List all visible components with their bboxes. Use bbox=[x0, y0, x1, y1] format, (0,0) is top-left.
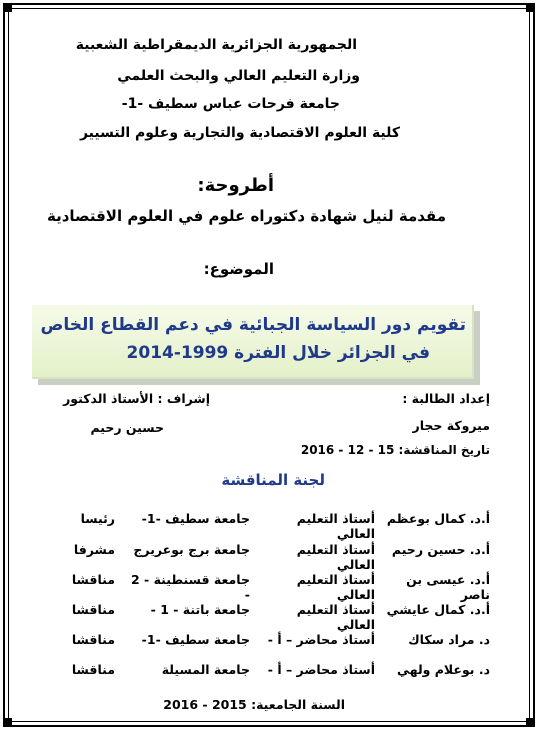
member-role: مناقشا bbox=[71, 632, 115, 647]
member-rank: أستاذ التعليم العالي bbox=[296, 511, 375, 541]
university-line: جامعة فرحات عباس سطيف -1- bbox=[121, 96, 340, 112]
committee-row bbox=[0, 632, 540, 654]
member-university: جامعة قسنطينة - 2 - bbox=[131, 572, 250, 602]
member-name: د. مراد سكاك bbox=[408, 632, 490, 647]
thesis-title-line-1: تقويم دور السياسة الجبائية في دعم القطاع الخاص bbox=[40, 315, 466, 335]
member-name: أ.د. عيسى بن ناصر bbox=[406, 572, 490, 602]
corner-ornament-bottom-left bbox=[3, 718, 12, 727]
member-rank: أستاذ التعليم العالي bbox=[296, 572, 375, 602]
committee-row bbox=[0, 542, 540, 572]
committee-row bbox=[0, 572, 540, 602]
committee-row bbox=[0, 511, 540, 541]
committee-title: لجنة المناقشة bbox=[221, 471, 325, 489]
corner-ornament-top-left bbox=[3, 3, 12, 12]
faculty-line: كلية العلوم الاقتصادية والتجارية وعلوم التسيير bbox=[79, 125, 400, 141]
member-university: جامعة باتنة - 1 - bbox=[150, 602, 250, 617]
member-university: جامعة برج بوعريرج bbox=[133, 542, 250, 557]
member-name: د. بوعلام ولهي bbox=[397, 662, 490, 677]
subject-label: الموضوع: bbox=[203, 260, 274, 278]
thesis-title-line-2: في الجزائر خلال الفترة 1999-2014 bbox=[126, 343, 430, 363]
thesis-type-label: أطروحة: bbox=[197, 175, 274, 196]
thesis-title-box bbox=[32, 305, 474, 379]
member-rank: أستاذ التعليم العالي bbox=[296, 602, 375, 632]
committee-row bbox=[0, 602, 540, 632]
member-name: أ.د. كمال عايشي bbox=[386, 602, 490, 617]
academic-year: السنة الجامعية: 2015 - 2016 bbox=[163, 697, 345, 712]
member-role: مناقشا bbox=[71, 572, 115, 587]
committee-row bbox=[0, 662, 540, 684]
member-rank: أستاذ محاضر – أ - bbox=[267, 632, 375, 647]
member-role: مناقشا bbox=[71, 662, 115, 677]
member-university: جامعة سطيف -1- bbox=[141, 632, 250, 647]
member-name: أ.د. كمال بوعظم bbox=[386, 511, 490, 526]
student-name: ميروكة حجار bbox=[412, 418, 490, 433]
member-role: رئيسا bbox=[80, 511, 115, 526]
corner-ornament-bottom-right bbox=[526, 718, 535, 727]
member-university: جامعة سطيف -1- bbox=[141, 511, 250, 526]
member-university: جامعة المسيلة bbox=[161, 662, 250, 677]
supervision-label: إشراف : الأستاذ الدكتور bbox=[63, 391, 210, 406]
member-name: أ.د. حسين رحيم bbox=[391, 542, 490, 557]
member-role: مشرفا bbox=[73, 542, 115, 557]
corner-ornament-top-right bbox=[526, 3, 535, 12]
ministry-line: وزارة التعليم العالي والبحث العلمي bbox=[117, 68, 360, 84]
member-rank: أستاذ محاضر – أ - bbox=[267, 662, 375, 677]
member-rank: أستاذ التعليم العالي bbox=[296, 542, 375, 572]
member-role: مناقشا bbox=[71, 602, 115, 617]
supervisor-name: حسين رحيم bbox=[90, 420, 164, 435]
prepared-by-label: إعداد الطالبة : bbox=[402, 391, 490, 406]
thesis-purpose: مقدمة لنيل شهادة دكتوراه علوم في العلوم الاقتصادية bbox=[47, 207, 446, 225]
republic-line: الجمهورية الجزائرية الديمقراطية الشعبية bbox=[75, 37, 357, 53]
defense-date: تاريخ المناقشة: 15 - 12 - 2016 bbox=[300, 443, 490, 457]
